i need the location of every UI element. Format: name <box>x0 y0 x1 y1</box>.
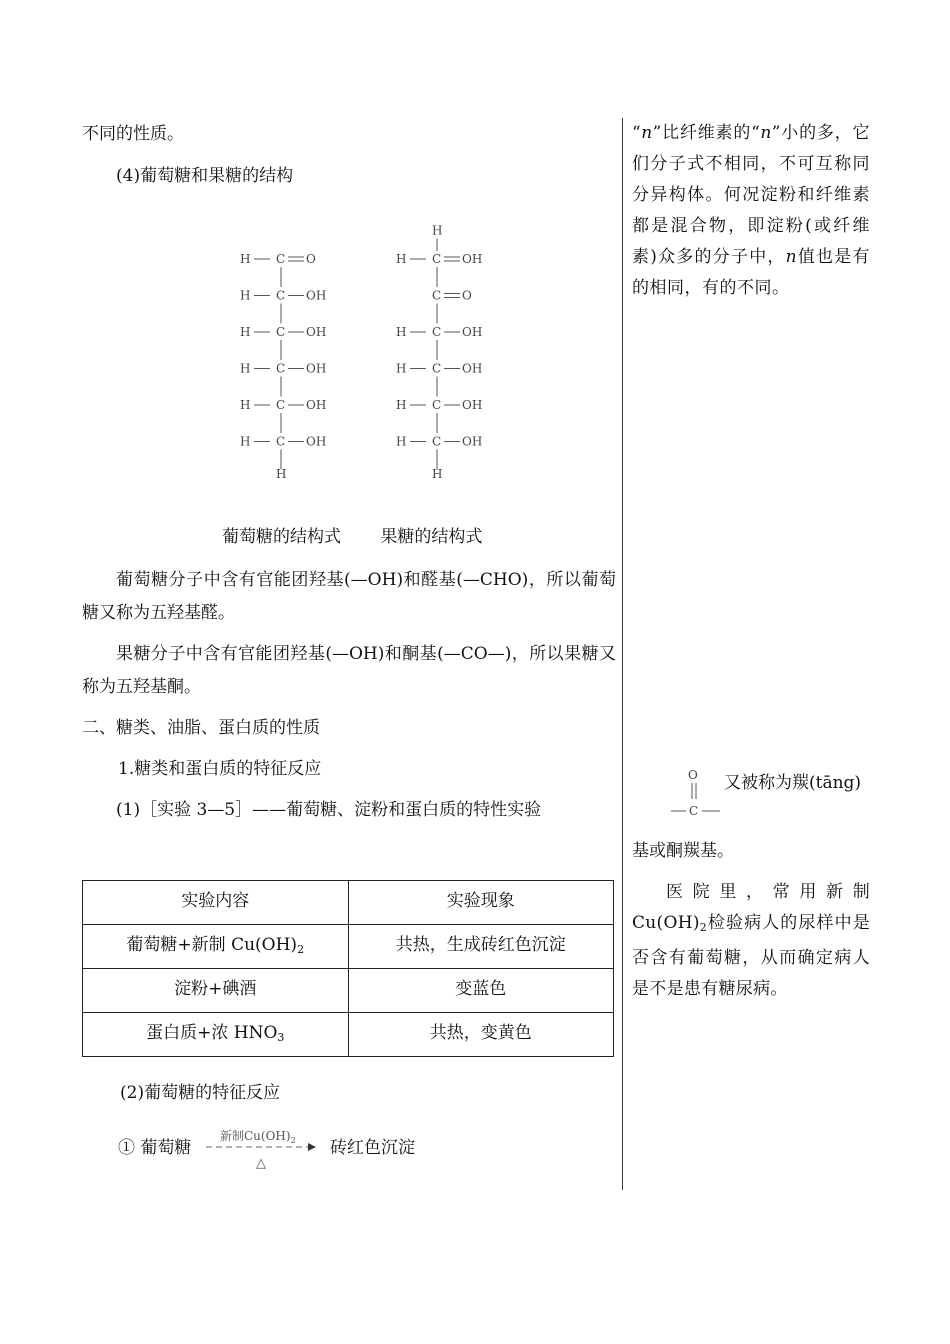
continued-line: 不同的性质。 <box>82 124 184 144</box>
oxygen-label: O <box>462 288 472 303</box>
carbon-label: C <box>276 398 286 412</box>
carbon-label: C <box>432 288 442 303</box>
para-fructose: 果糖分子中含有官能团羟基(—OH)和酮基(—CO—)，所以果糖又称为五羟基酮。 <box>82 644 616 697</box>
carbon-label: C <box>276 434 286 449</box>
section-heading-2: 二、糖类、油脂、蛋白质的性质 <box>82 718 320 738</box>
carbon-label: C <box>276 325 286 339</box>
hydrogen-label: H <box>240 288 251 303</box>
structural-formulas <box>222 200 522 500</box>
hydroxyl-label: OH <box>306 398 327 412</box>
hydrogen-label: H <box>432 467 443 481</box>
hydrogen-label: H <box>240 325 251 339</box>
caption-fructose: 果糖的结构式 <box>380 527 483 547</box>
side-note-2 <box>632 836 870 1005</box>
hydroxyl-label: OH <box>462 252 483 266</box>
table-cell: 共热，生成砖红色沉淀 <box>348 925 614 969</box>
hydroxyl-label: OH <box>306 434 327 449</box>
hydrogen-label: H <box>396 361 407 376</box>
table-cell: 淀粉+碘酒 <box>83 969 349 1013</box>
carbon-label: C <box>432 434 442 449</box>
hydrogen-label: H <box>240 398 251 412</box>
table-header: 实验内容 <box>83 881 349 925</box>
structure-diagram <box>222 200 522 500</box>
carbon-label: C <box>432 361 442 376</box>
heading-structures: (4)葡萄糖和果糖的结构 <box>116 166 294 186</box>
table-row <box>83 925 614 969</box>
hydroxyl-label: OH <box>306 325 327 339</box>
hydroxyl-label: OH <box>306 288 327 303</box>
hydrogen-label: H <box>240 361 251 376</box>
hydrogen-label: H <box>396 252 407 266</box>
experiment-table <box>82 880 614 1057</box>
para-glucose: 葡萄糖分子中含有官能团羟基(—OH)和醛基(—CHO)，所以葡萄糖又称为五羟基醛。 <box>82 570 616 623</box>
main-column-bottom <box>82 1077 616 1110</box>
carbonyl-note: 又被称为羰(tāng) <box>724 773 862 793</box>
hydrogen-label: H <box>240 434 251 449</box>
carbon-label: C <box>276 361 286 376</box>
table-row <box>83 969 614 1013</box>
carbon-label: C <box>276 288 286 303</box>
hydroxyl-label: OH <box>306 361 327 376</box>
heading-glucose-reaction: (2)葡萄糖的特征反应 <box>120 1083 281 1103</box>
structure-captions <box>222 522 482 547</box>
hydroxyl-label: OH <box>462 361 483 376</box>
product: 砖红色沉淀 <box>330 1138 415 1158</box>
hydroxyl-label: OH <box>462 398 483 412</box>
hydroxyl-label: OH <box>462 325 483 339</box>
carbon-label: C <box>432 325 442 339</box>
column-divider <box>622 118 623 1190</box>
hydrogen-label: H <box>396 398 407 412</box>
subheading-1: 1.糖类和蛋白质的特征反应 <box>118 759 322 779</box>
svg-text:O: O <box>688 768 698 782</box>
table-cell: 共热，变黄色 <box>348 1013 614 1057</box>
main-column <box>82 118 616 193</box>
table-cell: 蛋白质+浓 $HNO_3$ <box>83 1013 349 1057</box>
hydrogen-label: H <box>396 325 407 339</box>
table-row <box>83 1013 614 1057</box>
oxygen-label: O <box>306 252 316 266</box>
caption-glucose: 葡萄糖的结构式 <box>222 527 341 547</box>
table-header: 实验现象 <box>348 881 614 925</box>
table-header-row <box>83 881 614 925</box>
hydrogen-label: H <box>432 223 443 238</box>
hydrogen-label: H <box>396 434 407 449</box>
experiment-title: (1)［实验 3—5］——葡萄糖、淀粉和蛋白质的特性实验 <box>116 800 542 820</box>
carbon-label: C <box>432 398 442 412</box>
table-cell: 变蓝色 <box>348 969 614 1013</box>
carbonyl-group-diagram <box>668 765 728 825</box>
main-column-lower <box>82 564 616 827</box>
reaction-arrow <box>202 1125 332 1175</box>
table-cell: 葡萄糖+新制 $Cu(OH)_2$ <box>83 925 349 969</box>
hydrogen-label: H <box>240 252 251 266</box>
side-note-3: 医院里，常用新制 $Cu(OH)_2$检验病人的尿样中是否含有葡萄糖，从而确定病人是不是患有糖尿病。 <box>632 882 870 999</box>
carbon-label: C <box>432 252 442 266</box>
side-note-text-1: “n”比纤维素的“n”小的多，它们分子式不相同，不可互称同分异构体。何况淀粉和纤维素都是混合物，即淀粉(或纤维素)众多的分子中，n值也是有的相同，有的不同。 <box>632 123 871 298</box>
hydroxyl-label: OH <box>462 434 483 449</box>
carbonyl-note-cont: 基或酮羰基。 <box>632 841 734 861</box>
arrow-condition-bottom: △ <box>256 1156 266 1171</box>
svg-text:C: C <box>689 804 699 818</box>
carbon-label: C <box>276 252 286 266</box>
hydrogen-label: H <box>276 467 287 481</box>
reactant: ① 葡萄糖 <box>118 1138 192 1158</box>
side-note-1 <box>632 118 870 304</box>
arrow-condition-top: 新制$Cu(OH)_2$ <box>220 1129 296 1145</box>
